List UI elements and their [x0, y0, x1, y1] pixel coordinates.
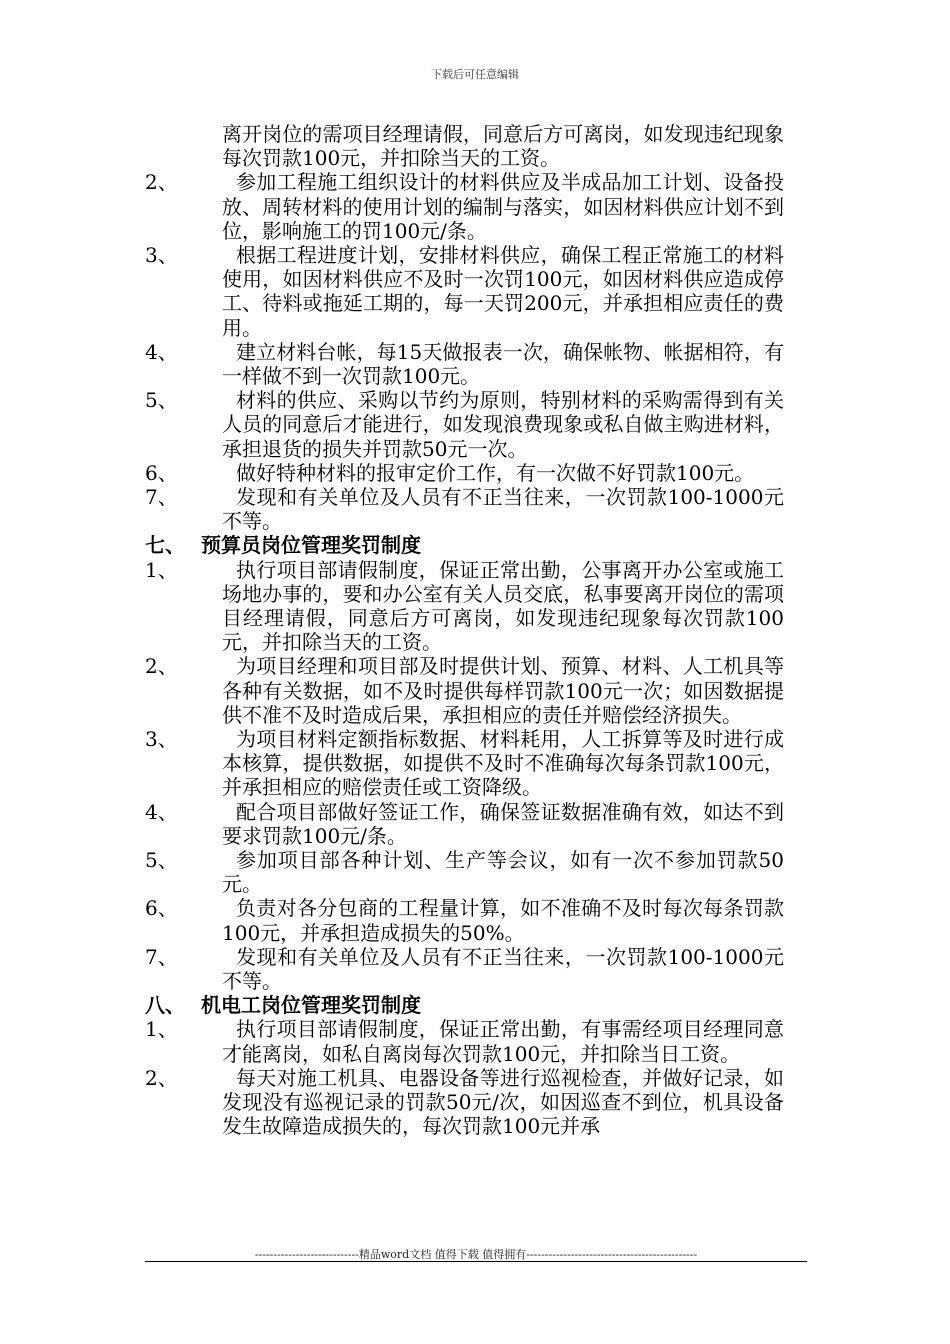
- list-item-number: 6、: [145, 460, 178, 485]
- list-item-text: 为项目材料定额指标数据、材料耗用，人工拆算等及时进行成本核算，提供数据，如提供不及时不准确每次每条罚款100元，并承担相应的赔偿责任或工资降级。: [222, 727, 784, 800]
- list-item-text: 每天对施工机具、电器设备等进行巡视检查，并做好记录，如发现没有巡视记录的罚款50元/次，如因巡查不到位，机具设备发生故障造成损失的，每次罚款100元并承: [222, 1065, 784, 1139]
- list-item-number: 3、: [145, 727, 178, 752]
- section-number: 七、: [145, 533, 185, 558]
- list-item-number: 7、: [145, 485, 178, 510]
- list-item-text: 为项目经理和项目部及时提供计划、预算、材料、人工机具等各种有关数据，如不及时提供每样罚款100元一次；如因数据提供不准不及时造成后果，承担相应的责任并赔偿经济损失。: [222, 654, 784, 727]
- footer-divider: [145, 1261, 807, 1262]
- list-item: [0, 945, 950, 993]
- document-body: [0, 122, 950, 1139]
- list-item-text: 建立材料台帐，每15天做报表一次，确保帐物、帐据相符，有一样做不到一次罚款100元。: [222, 339, 784, 389]
- list-item-text: 执行项目部请假制度，保证正常出勤，公事离开办公室或施工场地办事的，要和办公室有关人员交底，私事要离开岗位的需项目经理请假，同意后方可离岗，如发现违纪现象每次罚款100元，并扣除当天的工资。: [222, 557, 784, 655]
- list-item-number: 4、: [145, 339, 178, 364]
- section-heading: [0, 533, 950, 557]
- section-number: 八、: [145, 993, 185, 1018]
- list-item: [0, 1066, 950, 1139]
- list-item-text: 根据工程进度计划，安排材料供应，确保工程正常施工的材料使用，如因材料供应不及时一次罚100元，如因材料供应造成停工、待料或拖延工期的，每一天罚200元，并承担相应责任的费用。: [222, 243, 784, 340]
- list-item-number: 2、: [145, 1065, 178, 1090]
- list-item-text: 配合项目部做好签证工作，确保签证数据准确有效，如达不到要求罚款100元/条。: [222, 799, 784, 848]
- list-item-text: 做好特种材料的报审定价工作，有一次做不好罚款100元。: [236, 460, 755, 485]
- list-item: [0, 1017, 950, 1065]
- list-item-number: 3、: [145, 243, 178, 268]
- list-item: [0, 727, 950, 800]
- list-item-number: 1、: [145, 557, 178, 582]
- list-item: [0, 654, 950, 727]
- list-item-number: 1、: [145, 1017, 178, 1042]
- section-title: 预算员岗位管理奖罚制度: [201, 533, 421, 558]
- list-item: [0, 896, 950, 944]
- list-item: [0, 848, 950, 896]
- list-item-text: 参加项目部各种计划、生产等会议，如有一次不参加罚款50元。: [222, 848, 784, 897]
- section-title: 机电工岗位管理奖罚制度: [201, 993, 421, 1018]
- list-item-number: 5、: [145, 848, 178, 873]
- list-item-number: 5、: [145, 388, 178, 413]
- list-item-text: 参加工程施工组织设计的材料供应及半成品加工计划、设备投放、周转材料的使用计划的编制与落实，如因材料供应计划不到位，影响施工的罚100元/条。: [222, 170, 784, 243]
- list-item: [0, 558, 950, 655]
- list-item-text: 负责对各分包商的工程量计算，如不准确不及时每次每条罚款100元，并承担造成损失的50%。: [222, 896, 784, 945]
- list-item: [0, 461, 950, 485]
- list-item-number: 2、: [145, 170, 178, 195]
- continued-paragraph: [0, 122, 950, 170]
- list-item: [0, 800, 950, 848]
- list-item-number: 2、: [145, 654, 178, 679]
- list-item: [0, 340, 950, 388]
- list-item-number: 6、: [145, 896, 178, 921]
- list-item-text: 发现和有关单位及人员有不正当往来，一次罚款100-1000元不等。: [222, 944, 784, 994]
- section-heading: [0, 993, 950, 1017]
- list-item-number: 4、: [145, 799, 178, 824]
- list-item-text: 发现和有关单位及人员有不正当往来，一次罚款100-1000元不等。: [222, 485, 784, 534]
- list-item: [0, 485, 950, 533]
- list-item: [0, 243, 950, 340]
- list-item: [0, 388, 950, 461]
- list-item-text: 材料的供应、采购以节约为原则，特别材料的采购需得到有关人员的同意后才能进行，如发现浪费现象或私自做主购进材料，承担退货的损失并罚款50元一次。: [222, 388, 784, 461]
- list-item-text: 执行项目部请假制度，保证正常出勤，有事需经项目经理同意才能离岗，如私自离岗每次罚款100元，并扣除当日工资。: [222, 1017, 784, 1066]
- list-item-number: 7、: [145, 944, 178, 969]
- page-header: 下载后可任意编辑: [431, 68, 519, 81]
- list-item-text: 离开岗位的需项目经理请假，同意后方可离岗，如发现违纪现象每次罚款100元，并扣除当天的工资。: [222, 122, 784, 171]
- list-item: [0, 170, 950, 243]
- page-footer: ----------------------------精品word文档 值得下载 值得拥有----------------------------------------------: [254, 1248, 698, 1261]
